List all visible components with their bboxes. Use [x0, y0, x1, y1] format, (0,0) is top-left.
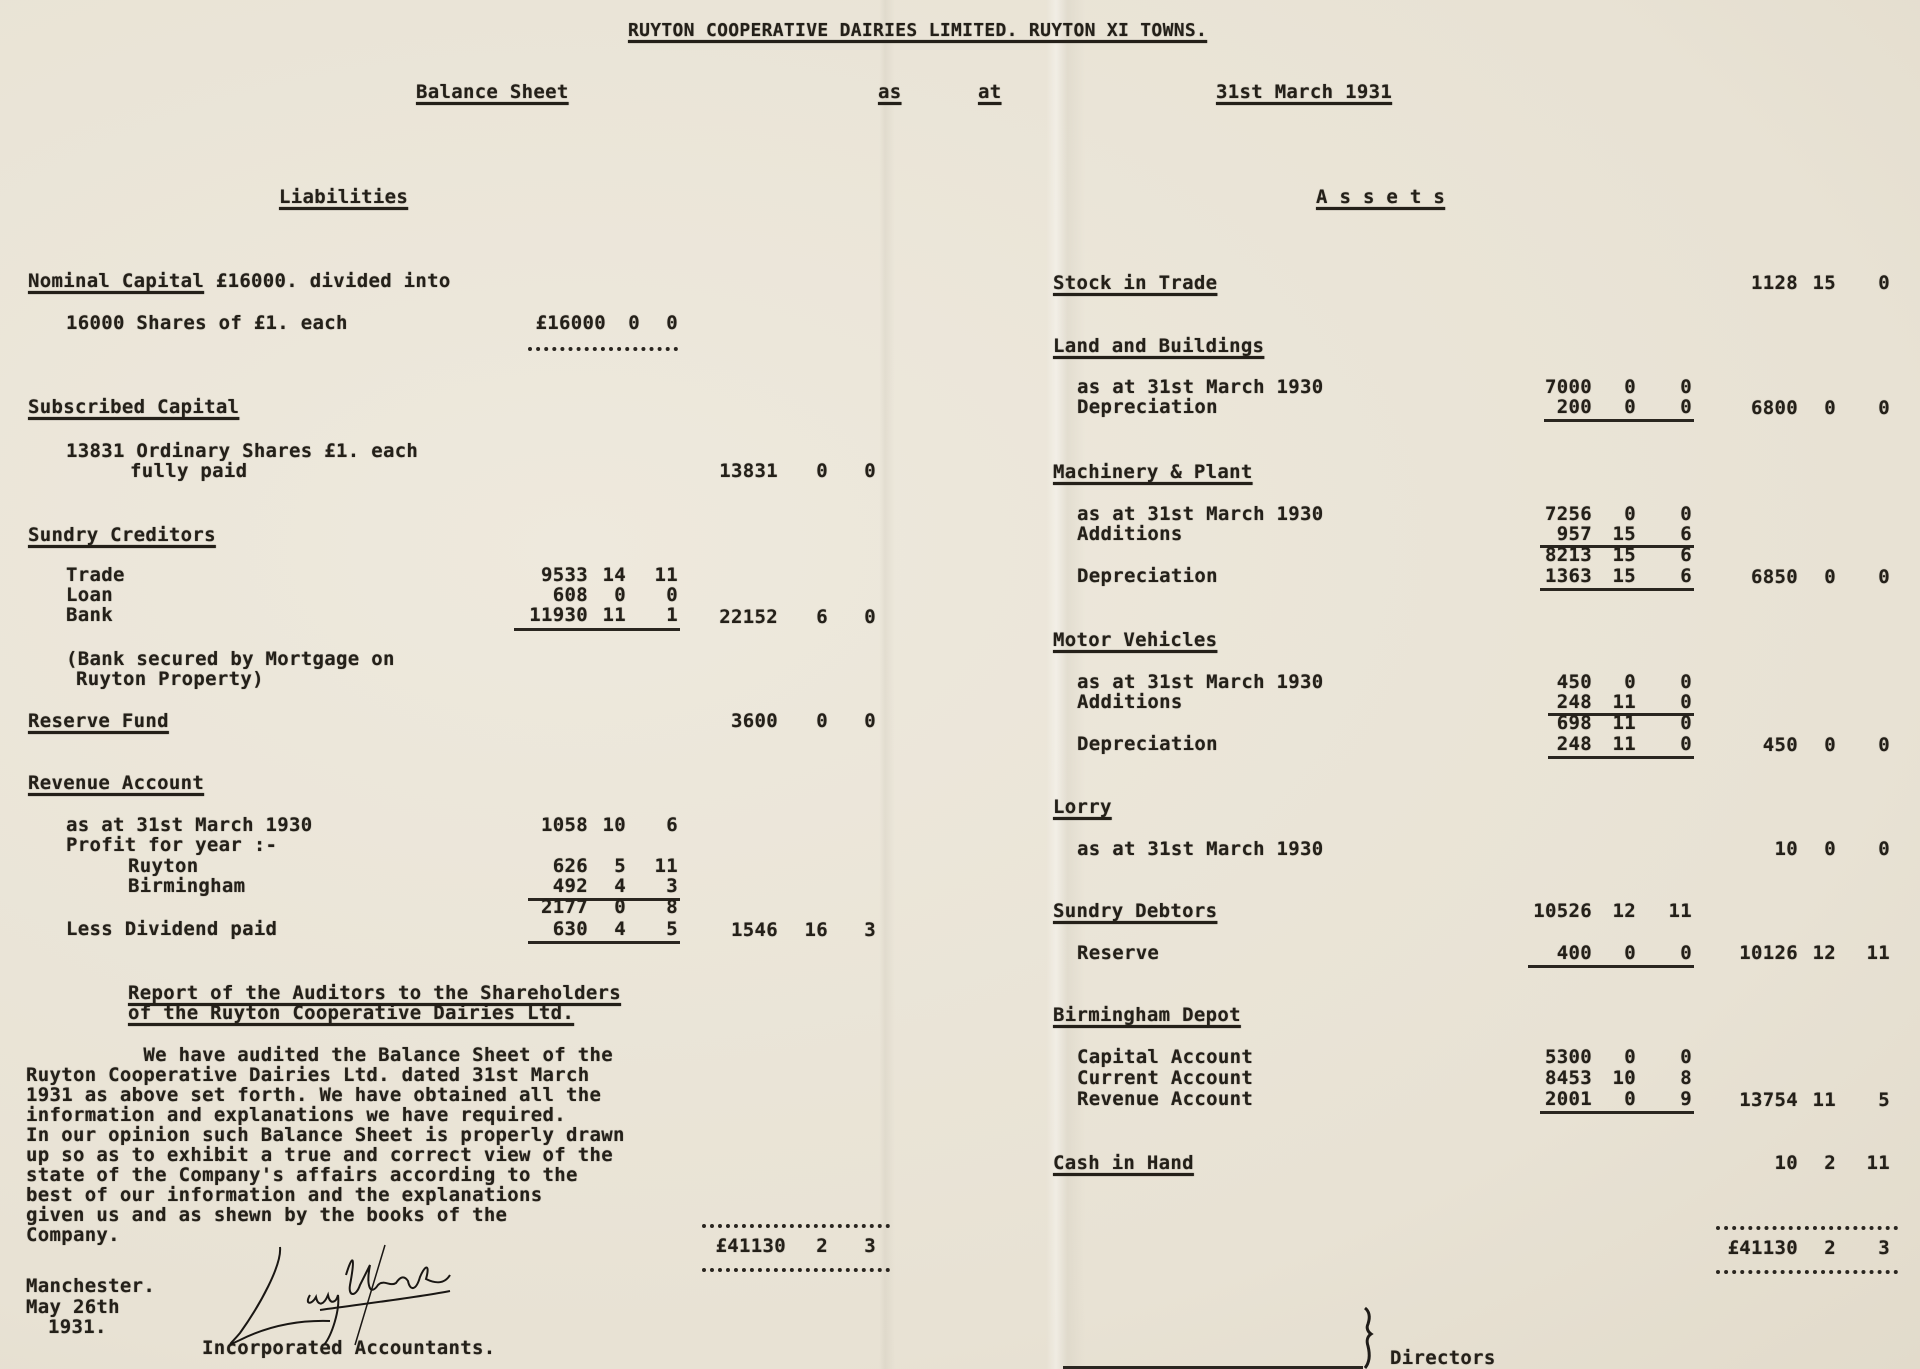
creditors-total-pounds: 22152 — [719, 606, 778, 628]
nominal-amount-pence: 0 — [666, 312, 678, 334]
assets-total-bottom-rule — [1716, 1270, 1898, 1274]
creditors-note-line1: (Bank secured by Mortgage on — [66, 648, 395, 670]
debtors-total-pounds: 10126 — [1739, 942, 1798, 964]
machinery-rule — [1540, 588, 1694, 591]
reserve-fund-pounds: 3600 — [731, 710, 778, 732]
machinery-additions-shillings: 15 — [1612, 523, 1636, 545]
revenue-opening-pounds: 1058 — [541, 814, 588, 836]
motor-subtotal-pence: 0 — [1680, 712, 1692, 734]
revenue-account-label: Revenue Account — [28, 772, 205, 794]
balance-sheet-label: Balance Sheet — [416, 81, 569, 103]
reserve-fund-label: Reserve Fund — [28, 710, 169, 732]
motor-vehicles-label: Motor Vehicles — [1053, 629, 1218, 651]
machinery-depreciation-pence: 6 — [1680, 565, 1692, 587]
motor-additions-label: Additions — [1077, 691, 1183, 713]
dividend-pounds: 630 — [552, 918, 588, 940]
motor-additions-shillings: 11 — [1612, 691, 1636, 713]
nominal-capital-label: Nominal Capital — [28, 270, 205, 292]
revenue-subtotal-shillings: 0 — [614, 896, 626, 918]
subscribed-total-pence: 0 — [864, 460, 876, 482]
report-date-line2: 1931. — [48, 1316, 107, 1338]
motor-opening-shillings: 0 — [1624, 671, 1636, 693]
reserve-fund-shillings: 0 — [816, 710, 828, 732]
creditor-trade-pounds: 9533 — [541, 564, 588, 586]
profit-ruyton-label: Ruyton — [128, 855, 199, 877]
land-total-pounds: 6800 — [1751, 397, 1798, 419]
stock-in-trade-label: Stock in Trade — [1053, 272, 1218, 294]
depot-current-pounds: 8453 — [1545, 1067, 1592, 1089]
machinery-plant-label: Machinery & Plant — [1053, 461, 1253, 483]
creditor-bank-label: Bank — [66, 604, 113, 626]
profit-birmingham-label: Birmingham — [128, 875, 246, 897]
cash-in-hand-label: Cash in Hand — [1053, 1152, 1194, 1174]
creditors-total-shillings: 6 — [816, 606, 828, 628]
birmingham-depot-label: Birmingham Depot — [1053, 1004, 1241, 1026]
creditor-loan-label: Loan — [66, 584, 113, 606]
land-rule — [1544, 419, 1694, 422]
machinery-opening-label: as at 31st March 1930 — [1077, 503, 1324, 525]
report-place: Manchester. — [26, 1275, 156, 1297]
machinery-opening-shillings: 0 — [1624, 503, 1636, 525]
report-body-line: information and explanations we have required. — [26, 1104, 566, 1126]
revenue-opening-pence: 6 — [666, 814, 678, 836]
sundry-debtors-label: Sundry Debtors — [1053, 900, 1218, 922]
profit-ruyton-shillings: 5 — [614, 855, 626, 877]
dividend-pence: 5 — [666, 918, 678, 940]
lorry-total-pence: 0 — [1878, 838, 1890, 860]
debtors-reserve-label: Reserve — [1077, 942, 1160, 964]
land-opening-pence: 0 — [1680, 376, 1692, 398]
revenue-total-shillings: 16 — [804, 919, 828, 941]
land-depreciation-pounds: 200 — [1556, 396, 1592, 418]
profit-ruyton-pounds: 626 — [552, 855, 588, 877]
debtors-reserve-shillings: 0 — [1624, 942, 1636, 964]
depot-total-pence: 5 — [1878, 1089, 1890, 1111]
nominal-double-rule — [528, 347, 678, 351]
motor-opening-pounds: 450 — [1556, 671, 1592, 693]
document-title: RUYTON COOPERATIVE DAIRIES LIMITED. RUYTON XI TOWNS. — [628, 20, 1208, 41]
subscribed-capital-label: Subscribed Capital — [28, 396, 240, 418]
motor-depreciation-shillings: 11 — [1612, 733, 1636, 755]
creditors-total-pence: 0 — [864, 606, 876, 628]
debtors-reserve-pence: 0 — [1680, 942, 1692, 964]
motor-subtotal-shillings: 11 — [1612, 712, 1636, 734]
assets-total-shillings: 2 — [1824, 1237, 1836, 1259]
creditor-loan-pence: 0 — [666, 584, 678, 606]
cash-total-shillings: 2 — [1824, 1152, 1836, 1174]
creditor-bank-pence: 1 — [666, 604, 678, 626]
report-body-line: given us and as shewn by the books of the — [26, 1204, 508, 1226]
nominal-capital-row — [28, 271, 451, 292]
liabilities-total-shillings: 2 — [816, 1235, 828, 1257]
nominal-amount-pounds: £16000 — [535, 312, 606, 334]
report-body-line: best of our information and the explanations — [26, 1184, 543, 1206]
land-opening-label: as at 31st March 1930 — [1077, 376, 1324, 398]
as-label: as — [878, 81, 902, 103]
machinery-subtotal-pounds: 8213 — [1545, 544, 1592, 566]
land-opening-shillings: 0 — [1624, 376, 1636, 398]
stock-total-shillings: 15 — [1812, 272, 1836, 294]
land-depreciation-shillings: 0 — [1624, 396, 1636, 418]
creditor-trade-label: Trade — [66, 564, 125, 586]
depot-capital-shillings: 0 — [1624, 1046, 1636, 1068]
cash-total-pence: 11 — [1866, 1152, 1890, 1174]
depot-revenue-shillings: 0 — [1624, 1088, 1636, 1110]
subscribed-line1: 13831 Ordinary Shares £1. each — [66, 440, 419, 462]
report-body-line: state of the Company's affairs according to the — [26, 1164, 578, 1186]
brace-icon — [1362, 1306, 1376, 1369]
debtors-pence: 11 — [1668, 900, 1692, 922]
report-title-line1: Report of the Auditors to the Shareholders — [128, 982, 622, 1004]
machinery-additions-pounds: 957 — [1556, 523, 1592, 545]
debtors-rule — [1528, 965, 1694, 968]
machinery-depreciation-shillings: 15 — [1612, 565, 1636, 587]
profit-birmingham-pounds: 492 — [552, 875, 588, 897]
depot-total-shillings: 11 — [1812, 1089, 1836, 1111]
machinery-depreciation-label: Depreciation — [1077, 565, 1218, 587]
depot-total-pounds: 13754 — [1739, 1089, 1798, 1111]
nominal-amount-shillings: 0 — [628, 312, 640, 334]
land-total-shillings: 0 — [1824, 397, 1836, 419]
stock-total-pence: 0 — [1878, 272, 1890, 294]
revenue-total-pence: 3 — [864, 919, 876, 941]
machinery-total-shillings: 0 — [1824, 566, 1836, 588]
directors-label: Directors — [1390, 1347, 1496, 1369]
motor-total-pounds: 450 — [1762, 734, 1798, 756]
report-body-line: Company. — [26, 1224, 120, 1246]
creditor-bank-shillings: 11 — [602, 604, 626, 626]
lorry-opening-label: as at 31st March 1930 — [1077, 838, 1324, 860]
dividend-shillings: 4 — [614, 918, 626, 940]
machinery-opening-pounds: 7256 — [1545, 503, 1592, 525]
reserve-fund-pence: 0 — [864, 710, 876, 732]
report-body-line: 1931 as above set forth. We have obtained all the — [26, 1084, 602, 1106]
liabilities-total-pence: 3 — [864, 1235, 876, 1257]
motor-depreciation-pounds: 248 — [1556, 733, 1592, 755]
profit-birmingham-pence: 3 — [666, 875, 678, 897]
profit-birmingham-shillings: 4 — [614, 875, 626, 897]
depot-revenue-pence: 9 — [1680, 1088, 1692, 1110]
debtors-total-shillings: 12 — [1812, 942, 1836, 964]
assets-heading: A s s e t s — [1316, 186, 1446, 208]
cash-total-pounds: 10 — [1774, 1152, 1798, 1174]
auditor-signature-icon — [220, 1235, 520, 1355]
report-body-line: In our opinion such Balance Sheet is properly drawn — [26, 1124, 625, 1146]
depot-current-shillings: 10 — [1612, 1067, 1636, 1089]
subscribed-total-pounds: 13831 — [719, 460, 778, 482]
lorry-label: Lorry — [1053, 796, 1112, 818]
revenue-subtotal-pence: 8 — [666, 896, 678, 918]
subscribed-line2: fully paid — [130, 460, 248, 482]
debtors-total-pence: 11 — [1866, 942, 1890, 964]
at-label: at — [978, 81, 1002, 103]
motor-depreciation-pence: 0 — [1680, 733, 1692, 755]
revenue-opening-shillings: 10 — [602, 814, 626, 836]
liabilities-total-bottom-rule — [702, 1268, 890, 1272]
report-signatory: Incorporated Accountants. — [202, 1337, 496, 1359]
assets-total-pounds: £41130 — [1727, 1237, 1798, 1259]
creditor-loan-pounds: 608 — [552, 584, 588, 606]
land-depreciation-pence: 0 — [1680, 396, 1692, 418]
profit-for-year-label: Profit for year :- — [66, 834, 278, 856]
debtors-pounds: 10526 — [1533, 900, 1592, 922]
motor-additions-pence: 0 — [1680, 691, 1692, 713]
motor-subtotal-pounds: 698 — [1556, 712, 1592, 734]
creditors-note-line2: Ruyton Property) — [76, 668, 264, 690]
machinery-subtotal-pence: 6 — [1680, 544, 1692, 566]
debtors-shillings: 12 — [1612, 900, 1636, 922]
sundry-creditors-label: Sundry Creditors — [28, 524, 216, 546]
motor-rule — [1548, 756, 1694, 759]
report-body-line: Ruyton Cooperative Dairies Ltd. dated 31st March — [26, 1064, 590, 1086]
assets-total-pence: 3 — [1878, 1237, 1890, 1259]
machinery-total-pounds: 6850 — [1751, 566, 1798, 588]
motor-additions-pounds: 248 — [1556, 691, 1592, 713]
profit-ruyton-pence: 11 — [654, 855, 678, 877]
machinery-depreciation-pounds: 1363 — [1545, 565, 1592, 587]
report-body-line: We have audited the Balance Sheet of the — [26, 1044, 613, 1066]
assets-total-top-rule — [1716, 1226, 1898, 1230]
balance-sheet-date: 31st March 1931 — [1216, 81, 1393, 103]
machinery-additions-pence: 6 — [1680, 523, 1692, 545]
depot-current-label: Current Account — [1077, 1067, 1254, 1089]
creditor-trade-pence: 11 — [654, 564, 678, 586]
motor-opening-pence: 0 — [1680, 671, 1692, 693]
depot-capital-pounds: 5300 — [1545, 1046, 1592, 1068]
land-opening-pounds: 7000 — [1545, 376, 1592, 398]
land-buildings-label: Land and Buildings — [1053, 335, 1265, 357]
report-title-line2: of the Ruyton Cooperative Dairies Ltd. — [128, 1002, 575, 1024]
liabilities-heading: Liabilities — [279, 186, 409, 208]
liabilities-total-pounds: £41130 — [715, 1235, 786, 1257]
depot-revenue-label: Revenue Account — [1077, 1088, 1254, 1110]
machinery-total-pence: 0 — [1878, 566, 1890, 588]
nominal-capital-desc: £16000. divided into — [215, 270, 451, 292]
debtors-reserve-pounds: 400 — [1556, 942, 1592, 964]
creditor-loan-shillings: 0 — [614, 584, 626, 606]
creditor-bank-pounds: 11930 — [529, 604, 588, 626]
land-total-pence: 0 — [1878, 397, 1890, 419]
depot-capital-label: Capital Account — [1077, 1046, 1254, 1068]
motor-depreciation-label: Depreciation — [1077, 733, 1218, 755]
subscribed-total-shillings: 0 — [816, 460, 828, 482]
creditors-rule — [514, 628, 680, 631]
machinery-opening-pence: 0 — [1680, 503, 1692, 525]
depot-current-pence: 8 — [1680, 1067, 1692, 1089]
lorry-total-shillings: 0 — [1824, 838, 1836, 860]
land-depreciation-label: Depreciation — [1077, 396, 1218, 418]
motor-total-pence: 0 — [1878, 734, 1890, 756]
motor-total-shillings: 0 — [1824, 734, 1836, 756]
lorry-total-pounds: 10 — [1774, 838, 1798, 860]
revenue-subtotal-pounds: 2177 — [541, 896, 588, 918]
nominal-shares-line: 16000 Shares of £1. each — [66, 312, 348, 334]
depot-capital-pence: 0 — [1680, 1046, 1692, 1068]
depot-revenue-pounds: 2001 — [1545, 1088, 1592, 1110]
creditor-trade-shillings: 14 — [602, 564, 626, 586]
machinery-subtotal-shillings: 15 — [1612, 544, 1636, 566]
liabilities-total-top-rule — [702, 1224, 890, 1228]
dividend-rule — [528, 941, 680, 944]
stock-total-pounds: 1128 — [1751, 272, 1798, 294]
report-date-line1: May 26th — [26, 1296, 120, 1318]
report-body-line: up so as to exhibit a true and correct view of the — [26, 1144, 613, 1166]
revenue-opening-label: as at 31st March 1930 — [66, 814, 313, 836]
depot-rule — [1540, 1111, 1694, 1114]
dividend-label: Less Dividend paid — [66, 918, 278, 940]
revenue-total-pounds: 1546 — [731, 919, 778, 941]
machinery-additions-label: Additions — [1077, 523, 1183, 545]
motor-opening-label: as at 31st March 1930 — [1077, 671, 1324, 693]
